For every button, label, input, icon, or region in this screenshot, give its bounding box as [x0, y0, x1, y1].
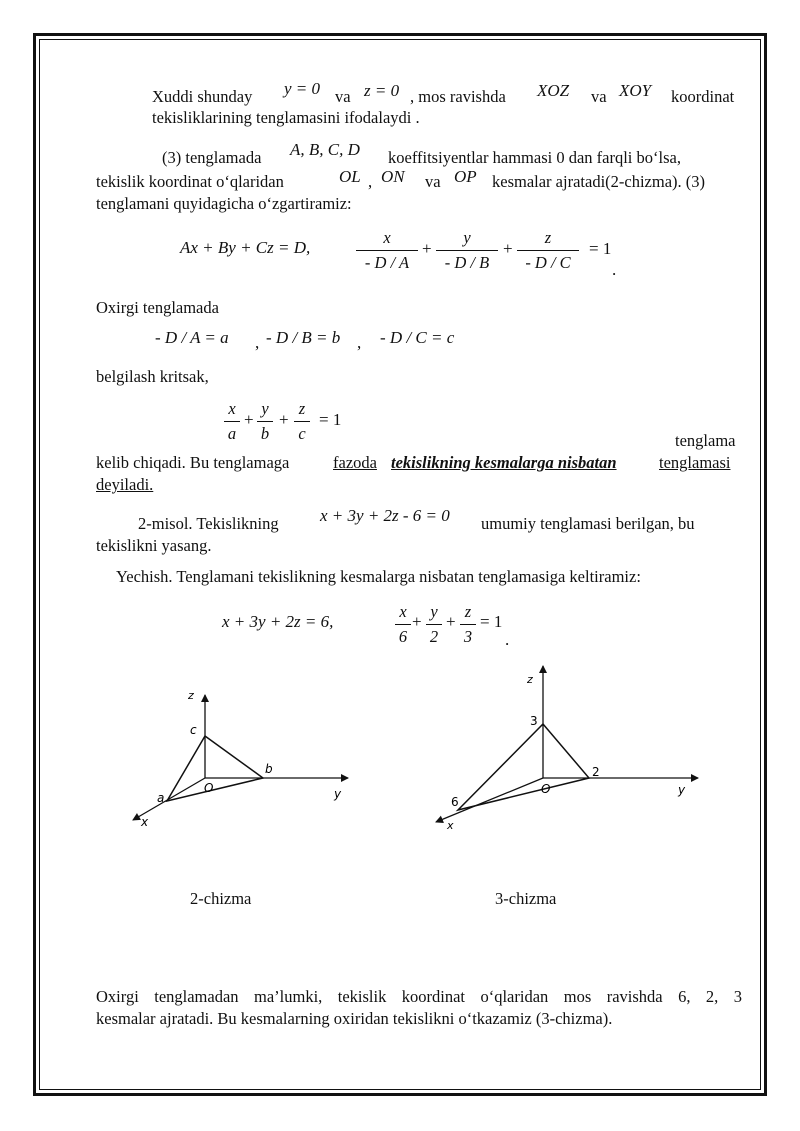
math-inline: x + 3y + 2z - 6 = 0	[320, 506, 450, 525]
equation-lhs: x + 3y + 2z = 6,	[222, 612, 334, 631]
numerator: z	[464, 602, 472, 621]
text: 2-misol. Tekislikning	[138, 514, 279, 533]
definition-b: - D / B = b	[266, 328, 341, 347]
denominator: 3	[463, 627, 473, 646]
text: umumiy tenglamasi berilgan, bu	[481, 514, 695, 533]
definition-c: - D / C = c	[380, 328, 455, 347]
underlined-text: deyiladi.	[96, 475, 154, 494]
denominator: a	[227, 424, 237, 443]
text: tenglamani quyidagicha o‘zgartiramiz:	[96, 194, 352, 213]
text: Oxirgi tenglamadan ma’lumki, tekislik koordinat o‘qlaridan mos ravishda 6, 2, 3	[96, 987, 742, 1006]
b-label: b	[265, 762, 273, 776]
comma: ,	[255, 333, 260, 352]
y-label: y	[334, 787, 342, 801]
figure-3	[436, 666, 698, 832]
denominator: - D / C	[525, 253, 571, 272]
two-label: 2	[592, 765, 600, 779]
text: Yechish. Tenglamani tekislikning kesmalarga nisbatan tenglamasiga keltiramiz:	[116, 567, 641, 586]
text: tenglama	[675, 431, 736, 450]
plus-sign: +	[412, 612, 422, 631]
underlined-text: fazoda	[333, 453, 377, 472]
text: tekislikni yasang.	[96, 536, 212, 555]
math-inline: XOZ	[537, 81, 570, 100]
equation-lhs: Ax + By + Cz = D,	[180, 238, 311, 257]
plus-sign: +	[279, 410, 289, 429]
six-label: 6	[451, 795, 459, 809]
math-inline: OL	[339, 167, 361, 186]
plane-triangle	[458, 724, 589, 810]
text: (3) tenglamada	[162, 148, 262, 167]
text: koeffitsiyentlar hammasi 0 dan farqli bo‘lsa,	[388, 148, 681, 167]
period: .	[612, 260, 617, 279]
denominator: c	[298, 424, 306, 443]
plus-sign: +	[422, 239, 432, 258]
equation-rhs: = 1	[319, 410, 342, 429]
term-definition: tekislikning kesmalarga nisbatan	[391, 453, 617, 472]
numerator: y	[261, 399, 269, 418]
denominator: b	[260, 424, 270, 443]
math-inline: XOY	[619, 81, 652, 100]
z-label: z	[527, 673, 533, 686]
text: va	[335, 87, 351, 106]
text: kesmalar ajratadi(2-chizma). (3)	[492, 172, 706, 191]
figure-2	[133, 689, 348, 829]
origin-label: O	[204, 781, 214, 795]
comma: ,	[357, 333, 362, 352]
text: Oxirgi tenglamada	[96, 298, 219, 317]
origin-label: O	[541, 782, 551, 796]
figure-3-caption: 3-chizma	[495, 889, 557, 908]
z-label: z	[188, 689, 194, 702]
denominator: - D / B	[444, 253, 490, 272]
numerator: z	[298, 399, 306, 418]
numerator: z	[544, 228, 552, 247]
math-inline: A, B, C, D	[290, 140, 360, 159]
text: kelib chiqadi. Bu tenglamaga	[96, 453, 290, 472]
text: tekisliklarining tenglamasini ifodalaydi .	[152, 108, 420, 127]
math-inline: OP	[454, 167, 477, 186]
definition-a: - D / A = a	[155, 328, 229, 347]
denominator: - D / A	[364, 253, 410, 272]
numerator: x	[383, 228, 391, 247]
three-label: 3	[530, 714, 538, 728]
x-label: x	[141, 815, 149, 829]
text: , mos ravishda	[410, 87, 506, 106]
text: tekislik koordinat o‘qlaridan	[96, 172, 284, 191]
plus-sign: +	[446, 612, 456, 631]
a-label: a	[157, 791, 165, 805]
equation-rhs: = 1	[480, 612, 503, 631]
period: .	[505, 630, 510, 649]
numerator: x	[399, 602, 407, 621]
text: va	[591, 87, 607, 106]
denominator: 6	[398, 627, 408, 646]
x-label: x	[447, 819, 454, 832]
math-inline: ON	[381, 167, 405, 186]
text: Xuddi shunday	[152, 87, 253, 106]
y-label: y	[678, 783, 686, 797]
numerator: y	[430, 602, 438, 621]
figure-2-caption: 2-chizma	[190, 889, 252, 908]
underlined-text: tenglamasi	[659, 453, 731, 472]
text: ,	[368, 172, 373, 191]
math-inline: z = 0	[364, 81, 400, 100]
c-label: c	[190, 723, 197, 737]
denominator: 2	[429, 627, 439, 646]
equation-rhs: = 1	[589, 239, 612, 258]
text: kesmalar ajratadi. Bu kesmalarning oxiridan tekislikni o‘tkazamiz (3-chizma).	[96, 1009, 613, 1028]
text: koordinat	[671, 87, 735, 106]
numerator: x	[228, 399, 236, 418]
math-inline: y = 0	[284, 79, 321, 98]
text: belgilash kritsak,	[96, 367, 209, 386]
plus-sign: +	[503, 239, 513, 258]
text: va	[425, 172, 441, 191]
plus-sign: +	[244, 410, 254, 429]
numerator: y	[463, 228, 471, 247]
